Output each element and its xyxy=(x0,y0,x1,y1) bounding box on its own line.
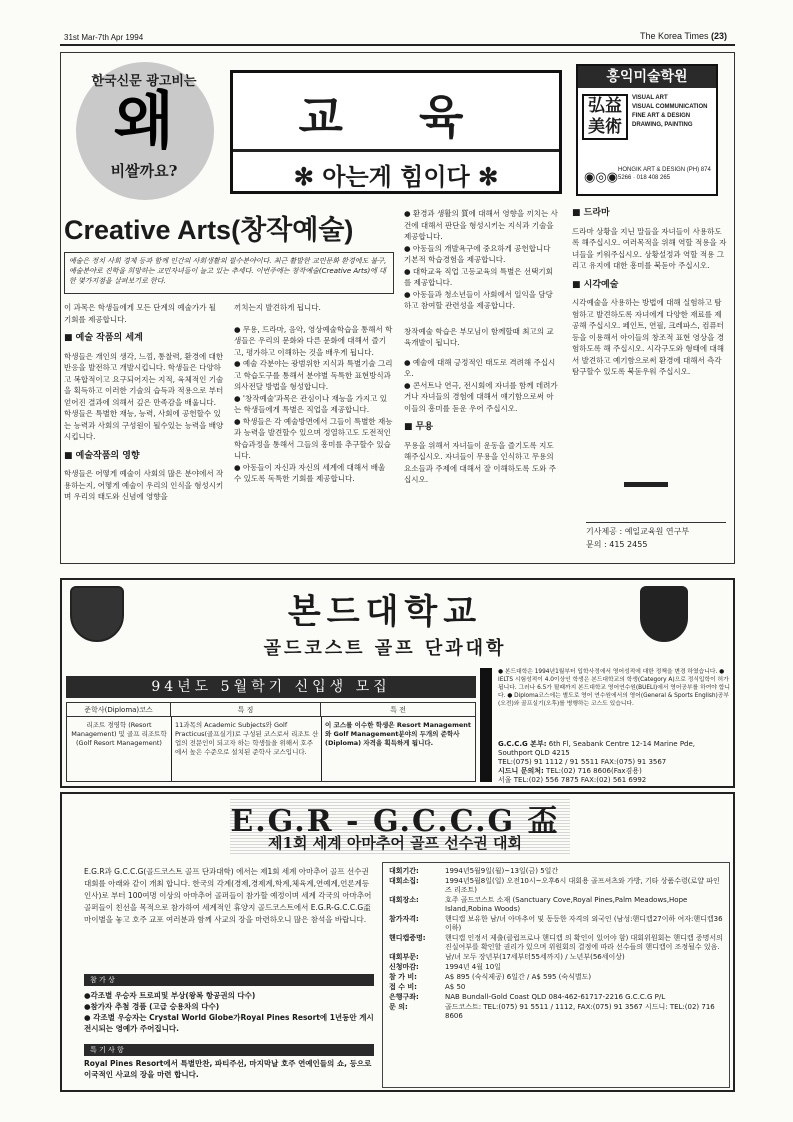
col4-heading-2: ■ 시각예술 xyxy=(572,279,619,290)
academy-menu xyxy=(632,94,716,130)
detail-key: 접 수 비: xyxy=(389,983,417,991)
prize-list xyxy=(84,990,374,1034)
detail-key: 신청마감: xyxy=(389,963,419,971)
academy-menu-item: DRAWING, PAINTING xyxy=(632,122,693,128)
academy-ad xyxy=(576,64,718,196)
academy-menu-item: FINE ART & DESIGN xyxy=(632,113,691,119)
detail-value: 1994년 4월 10일 xyxy=(445,963,501,971)
col1-paragraph-3: 학생들은 어떻게 예술이 사회의 많은 분야에서 작용하는지, 어떻게 예술이 우리의 인식을 형성시키며 우리의 태도와 신념에 영향을 xyxy=(64,469,224,501)
detail-row xyxy=(389,973,723,982)
col3-item: ● 환경과 생활의 質에 대해서 영향을 끼치는 사건에 대해서 판단을 형성시키는 지식과 기술을 제공합니다. xyxy=(404,209,558,241)
office-address: 6th Fl, Seabank Centre 12-14 Marine Pde, Southport QLD 4215 xyxy=(498,740,696,757)
detail-row xyxy=(389,896,723,914)
party-text: Royal Pines Resort에서 특별만찬, 파티주선, 마지막날 호주 연예인들의 쇼, 등으로 이국적인 사교의 장을 마련 합니다. xyxy=(84,1059,372,1079)
detail-key: 문 의: xyxy=(389,1003,408,1011)
col4-paragraph-1: 드라마 상황을 지닌 말들을 자녀들이 사용하도록 해주십시오. 여러목적을 위해 역할 적용을 자녀들을 키워주십시오. 상황설정과 역할 적용 그리고 유지에 대한 흥미를 북돋아 주십시오. xyxy=(572,226,727,270)
detail-value: NAB Bundall-Gold Coast QLD 084-462-61717-2216 G.C.C.G P/L xyxy=(445,993,666,1001)
bond-contacts xyxy=(498,740,730,785)
detail-row xyxy=(389,915,723,933)
academy-symbols-icon: ◉◎◉ xyxy=(584,170,619,185)
bond-notes: ● 본드대학은 1994년1월부터 입학사정에서 영어성적에 대한 정책을 변경 하였습니다. ● IELTS 시험성적이 4.0이상인 학생은 본드대학교의 학생(Category A)으로 정식입학이 허가 됩니다. 그러나 6.5가 될때까지 본드대학교 영어연수원(BUELI)에서 영어공부를 하여야 합니다. ● Diploma코스에는 별도로 영어 연수원에서의 영어(General & Sports English)공부(오전)와 골프실기(오후)를 병행하는 코스도 있습니다. xyxy=(498,669,730,707)
detail-value: A$ 50 xyxy=(445,983,466,991)
col3-item: ● 아동들과 청소년들이 사회에서 일익을 담당하고 참여할 관련성을 제공합니다. xyxy=(404,289,553,310)
table-header: 준학사(Diploma)코스 xyxy=(67,703,171,717)
ad-question-big: 왜 xyxy=(114,84,174,157)
bond-crest-icon xyxy=(70,586,124,642)
detail-key: 참 가 비: xyxy=(389,973,417,981)
detail-row xyxy=(389,983,723,992)
education-subtitle: ✻ 아는게 힘이다 ✻ xyxy=(293,162,499,191)
detail-key: 대회부문: xyxy=(389,953,419,961)
education-title: 교 육 xyxy=(298,90,494,144)
table-divider xyxy=(171,717,172,781)
course-table xyxy=(66,702,476,782)
prize-label: 참 가 상 xyxy=(84,974,374,986)
table-header: 특 징 xyxy=(171,703,321,717)
academy-contact: HONGIK ART & DESIGN (PH) 874 5266 · 018 408 265 xyxy=(618,167,711,181)
party-label: 특 기 사 항 xyxy=(84,1044,374,1056)
detail-row xyxy=(389,953,723,962)
article-credit xyxy=(586,522,726,551)
col3-item: ● 아동들의 개발욕구에 중요하게 공헌합니다 기본적 학습경험을 제공합니다. xyxy=(404,243,551,264)
egr-title: E.G.R - G.C.C.G 盃 xyxy=(230,804,560,839)
prize-item: ●각조별 우승자 트로피및 부상(왕복 항공권의 다수) xyxy=(84,991,256,1000)
col3-item: ● 콘서트나 연극, 전시회에 자녀를 함께 데려가거나 자녀들의 경험에 대해서 얘기함으로써 아이들의 흥미를 돋운 우어 주십시오. xyxy=(404,380,558,413)
detail-value: 핸디캡 보유한 남/녀 아마추어 및 동등한 자격의 외국인 (남성:핸디캡27이하 여자:핸디캡36이하) xyxy=(445,915,723,932)
col2-item: ● '창작예술'과목은 관심이나 재능을 가지고 있는 학생들에게 특별은 직업을 제공합니다. xyxy=(234,393,387,414)
col3-item: ● 대학교육 직업 고등교육의 특별은 선택기회를 제공합니다. xyxy=(404,266,553,287)
academy-name: 홍익미술학원 xyxy=(578,66,716,88)
detail-value: 호주 골드코스트 소재 (Sanctuary Cove,Royal Pines,Palm Meadows,Hope Island,Robina Woods) xyxy=(445,896,688,913)
detail-row xyxy=(389,867,723,876)
col2-item: ● 학생들은 각 예술방면에서 그들이 특별한 재능과 능력을 발견할수 있으며 정열하고도 도전적인 학습과정을 통해서 그들의 흥미를 추구할수 있습니다. xyxy=(234,416,393,460)
office-label: G.C.C.G 본부: xyxy=(498,740,547,748)
prize-item: ● 각조별 우승자는 Crystal World Globe가Royal Pines Resort에 1년동안 게시 전시되는 영예가 주어집니다. xyxy=(84,1013,374,1033)
article-col4 xyxy=(572,208,728,378)
col1-heading-2: ■ 예술작품의 영향 xyxy=(64,450,140,461)
detail-key: 은행구좌: xyxy=(389,993,419,1001)
page-header xyxy=(640,31,727,41)
egr-body: E.G.R과 G.C.C.G(골드코스트 골프 단과대학) 에서는 제1회 세계 아마추어 골프 선수권 대회를 아래와 같이 개최 합니다. 한국의 각계(경제,경제계,학계,체육계,연예계,언론계등 인사)로 부터 100여명 이상의 아마추어 골퍼들이 참가할 예정이며 세계 각국의 아마추어 골퍼들이 친선을 목적으로 참가하여 세계적인 휴양지 골드코스트에서 E.G.R-G.C.C.G盃마이별을 놓고 호주 교포 여러분과 함께 사교의 장을 마련하오니 많은 참석을 바랍니다. xyxy=(84,867,372,924)
table-benefits: 이 코스를 이수한 학생은 Resort Management와 Golf Management분야의 두개의 준학사(Diploma) 자격을 획득하게 됩니다. xyxy=(325,721,472,747)
paper-name: The Korea Times xyxy=(640,31,709,41)
col3-heading: ■ 무용 xyxy=(404,422,434,432)
col3-mid: 창작예술 학습은 부모님이 함께할때 최고의 교육개발이 됩니다. xyxy=(404,326,554,347)
table-header: 특 전 xyxy=(321,703,475,717)
col2-item: ● 아동들이 자신과 자신의 세계에 대해서 배울 수 있도록 독특한 기회를 제공합니다. xyxy=(234,462,386,483)
detail-value: A$ 895 (숙식제공) 6일간 / A$ 595 (숙식별도) xyxy=(445,973,592,981)
office-tel: TEL:(075) 91 1112 / 91 5511 FAX:(075) 91 3567 xyxy=(498,758,667,766)
table-course: 리조트 경영학 (Resort Management) 및 골프 리조트학 (Golf Resort Management) xyxy=(71,721,167,747)
tournament-details xyxy=(382,862,730,1088)
col2-item: ● 무용, 드라마, 음악, 영상예술학습을 통해서 학생들은 우리의 문화와 다른 문화에 대해서 즐기고, 평가하고 이해하는 것을 배우게 됩니다. xyxy=(234,324,393,357)
detail-row xyxy=(389,963,723,972)
ad-question-line1: 한국신문 광고비는 xyxy=(91,74,197,89)
col1-heading-1: ■ 예술 작품의 세계 xyxy=(64,333,143,343)
col4-paragraph-2: 시각예술을 사용하는 방법에 대해 실험하고 탐험하고 발견하도록 자녀에게 다양한 재료를 제공해 주십시오. 페인트, 연필, 크레파스, 컴퓨터 등을 이용해서 아이들의 창조적 표현 영상을 경험하도록 해 주십시오. 시각구도와 형태에 대해서 발견하고 예기함으로써 환경에 대해서 측각 탐구할수 있도록 북돋우워 주십시오. xyxy=(572,298,724,376)
bond-name: 본드대학교 xyxy=(287,592,483,632)
gccg-crest-icon xyxy=(640,586,688,642)
ad-question-line2: 비쌀까요? xyxy=(110,162,178,180)
bond-subtitle: 골드코스트 골프 단과대학 xyxy=(263,638,507,659)
col2-lead: 끼치는지 발견하게 됩니다. xyxy=(234,303,321,312)
detail-row xyxy=(389,877,723,895)
col3-paragraph: 무용을 위해서 자녀들이 운동을 즐기도록 지도해주십시오. 자녀들이 무용을 인식하고 무용의 요소들과 주제에 대해서 잘 이해하도록 도와 주십시오. xyxy=(404,440,556,484)
bond-black-bar xyxy=(480,668,492,782)
header-rule xyxy=(60,44,735,46)
sydney-tel: TEL:(02) 716 8606(Fax겸용) xyxy=(546,767,642,775)
detail-value: 남/녀 모두 장년부(17세부터55세까지) / 노년부(56세이상) xyxy=(445,953,625,961)
page-number: (23) xyxy=(711,31,728,41)
detail-value: 핸디캡 인정서 제출(클럽프로나 핸디캡 의 확인이 있어야 함) 대회위원회는 핸디캡 증명서의 진실여부를 확인할 권리가 있으며 위원회의 결정에 따라 선수들의 핸디캡이 조정될수 있음. xyxy=(445,934,723,951)
prize-item: ●참가자 추첨 경품 (고급 승용차의 다수) xyxy=(84,1002,220,1011)
education-banner xyxy=(230,70,562,194)
detail-value: 1994년5월9일(월)~13일(금) 5일간 xyxy=(445,867,559,875)
col1-paragraph-1: 학생들은 개인의 생각, 느낌, 통찰력, 환경에 대한 반응을 발전하고 개발시킵니다. 학생들은 다양하고 복합적이고 요구되어지는 지적, 육체적인 기술을 획득하고 이러한 기술의 습득과 적용으로 부터 얻어진 결과에 의해서 깊은 만족감을 배웁니다. xyxy=(64,351,224,407)
end-marks xyxy=(624,482,668,487)
detail-value: 1994년5월8일(일) 오전10시~오후6시 대회용 골프셔츠와 가방, 기타 상품수령(로얄 파인즈 리조트) xyxy=(445,877,720,894)
issue-date: 31st Mar-7th Apr 1994 xyxy=(64,33,144,42)
col2-item: ● 예술 각분야는 광범위한 지식과 특별기술 그리고 학습도구를 통해서 분야별 독특한 표현방식과 의사전달 방법을 형성합니다. xyxy=(234,359,393,391)
detail-key: 대회장소: xyxy=(389,896,419,904)
detail-row xyxy=(389,993,723,1002)
table-divider xyxy=(321,717,322,781)
article-intro: 예술은 정치 사회 경제 등과 함께 인간의 사회생활의 필수분야이다. 최근 활발한 교민문화 환경에도 불구, 예술분야로 진학을 희망하는 교민자녀들이 늘고 있는 추세다. 이번주에는 창작예술(Creative Arts)에 대한 몇가지점을 살펴보기로 한다. xyxy=(64,252,394,294)
col1-lead: 이 과목은 학생들에게 모든 단계의 예술가가 될 기회를 제공합니다. xyxy=(64,303,216,324)
sydney-label: 시드니 문의처: xyxy=(498,767,544,775)
detail-value: 골드코스트: TEL:(075) 91 5511 / 1112, FAX:(075) 91 3567 시드니: TEL:(02) 716 8606 xyxy=(445,1003,715,1020)
article-col1 xyxy=(64,302,224,503)
detail-key: 대회기간: xyxy=(389,867,419,875)
article-title: Creative Arts(창작예술) xyxy=(64,215,354,245)
credit-line-1: 기사제공 : 예일교육원 연구부 xyxy=(586,527,690,536)
col3-item: ● 예술에 대해 긍정적인 태도로 격려해 주십시오. xyxy=(404,357,556,378)
seoul-tel: 서울 TEL:(02) 556 7875 FAX:(02) 561 6992 xyxy=(498,776,647,784)
col1-paragraph-2: 학생들은 특별한 재능, 능력, 사회에 공헌할수 있는 능력과 사회의 구성원이 될수있는 능력을 배양시킵니다. xyxy=(64,409,224,441)
detail-key: 핸디캡증명: xyxy=(389,934,426,942)
bond-banner: 94년도 5월학기 신입생 모집 xyxy=(66,676,476,698)
detail-key: 대회소집: xyxy=(389,877,419,885)
academy-menu-item: VISUAL COMMUNICATION xyxy=(632,104,708,110)
academy-menu-item: VISUAL ART xyxy=(632,95,668,101)
credit-line-2: 문의 : 415 2455 xyxy=(586,540,648,549)
academy-logo: 弘益美術 xyxy=(582,94,628,140)
detail-key: 참가자격: xyxy=(389,915,419,923)
banner-rule xyxy=(233,149,559,152)
col4-heading-1: ■ 드라마 xyxy=(572,208,610,218)
detail-row xyxy=(389,1003,723,1021)
egr-subtitle: 제1회 세계 아마추어 골프 선수권 대회 xyxy=(268,834,522,852)
article-col3 xyxy=(404,208,560,486)
detail-row xyxy=(389,934,723,952)
article-col2 xyxy=(234,302,394,485)
table-features: 11과목의 Academic Subjects와 Golf Practicus(골프실기)로 구성된 코스로서 리조트 산업의 전문인이 되고자 하는 학생들을 위해서 호주에서 높은 수준으로 설치된 준학사 코스입니다. xyxy=(175,721,319,756)
